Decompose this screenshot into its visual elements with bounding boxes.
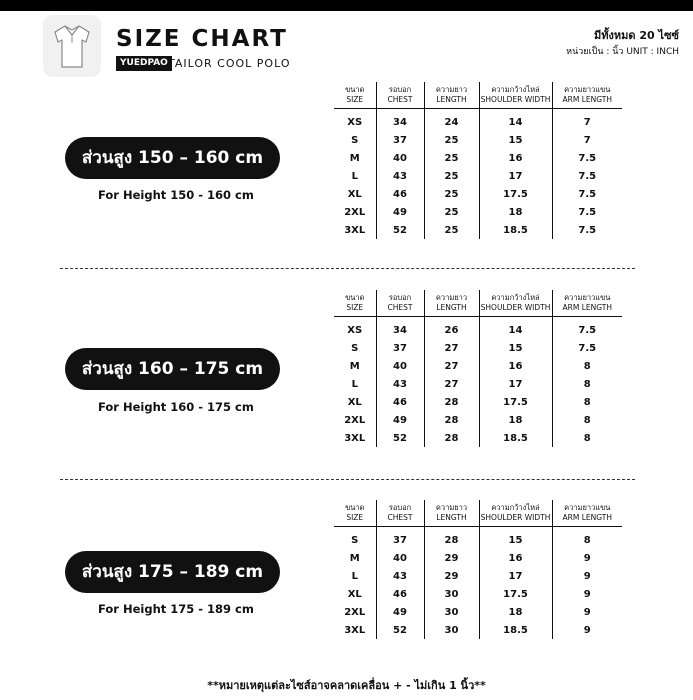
footnote: **หมายเหตุแต่ละไซส์อาจคลาดเคลื่อน + - ไม่เกิน 1 นิ้ว** [207, 679, 486, 692]
measurement-cell: 7 [552, 109, 622, 132]
table-row [334, 109, 622, 132]
size-cell: 2XL [344, 414, 366, 426]
column-header [552, 290, 622, 317]
column-header-english: SIZE [346, 513, 364, 522]
measurement-cell: 14 [479, 317, 552, 340]
table-row [334, 429, 622, 447]
size-cell: XL [347, 188, 362, 200]
column-header-english: SIZE [346, 95, 364, 104]
table-header-row [334, 82, 622, 109]
column-header-thai: ความยาว [435, 85, 468, 94]
column-header [334, 82, 376, 109]
size-cell: 2XL [344, 606, 366, 618]
section-divider [60, 268, 635, 269]
height-range-pill: ส่วนสูง 150 – 160 cm [65, 137, 280, 179]
column-header [376, 82, 424, 109]
table-row [334, 221, 622, 239]
measurement-cell: 17.5 [479, 185, 552, 203]
measurement-cell: 8 [552, 429, 622, 447]
section-divider [60, 479, 635, 480]
column-header-thai: รอบอก [388, 503, 412, 512]
size-cell: S [351, 342, 359, 354]
column-header [552, 82, 622, 109]
measurement-cell: 29 [424, 567, 479, 585]
measurement-cell: 25 [424, 185, 479, 203]
measurement-cell: 8 [552, 411, 622, 429]
measurement-cell: 17 [479, 167, 552, 185]
table-row [334, 149, 622, 167]
measurement-cell: 18 [479, 603, 552, 621]
measurement-cell: 43 [376, 375, 424, 393]
measurement-cell: 9 [552, 585, 622, 603]
measurement-cell: 37 [376, 339, 424, 357]
column-header [424, 500, 479, 527]
total-sizes-note: มีทั้งหมด 20 ไซซ์ [594, 29, 679, 42]
measurement-cell: 37 [376, 527, 424, 550]
column-header-thai: ความยาวแขน [564, 85, 611, 94]
size-cell: XL [347, 588, 362, 600]
measurement-cell: 7.5 [552, 185, 622, 203]
measurement-cell: 49 [376, 603, 424, 621]
size-cell: L [351, 570, 358, 582]
column-header-thai: รอบอก [388, 293, 412, 302]
measurement-cell: 16 [479, 549, 552, 567]
table-header-row [334, 290, 622, 317]
column-header-english: CHEST [387, 303, 413, 312]
measurement-cell: 15 [479, 339, 552, 357]
measurement-cell: 18 [479, 411, 552, 429]
page-title: SIZE CHART [116, 26, 288, 52]
measurement-cell: 9 [552, 603, 622, 621]
column-header [479, 82, 552, 109]
measurement-cell: 17 [479, 375, 552, 393]
column-header-english: LENGTH [436, 303, 467, 312]
size-cell: M [349, 360, 360, 372]
table-row [334, 411, 622, 429]
measurement-cell: 7.5 [552, 167, 622, 185]
column-header-english: SIZE [346, 303, 364, 312]
column-header [376, 290, 424, 317]
size-table [334, 290, 622, 447]
column-header [334, 290, 376, 317]
size-cell: 3XL [344, 432, 366, 444]
measurement-cell: 25 [424, 149, 479, 167]
measurement-cell: 8 [552, 393, 622, 411]
column-header-thai: ความยาว [435, 293, 468, 302]
size-cell: 2XL [344, 206, 366, 218]
unit-note: หน่วยเป็น : นิ้ว UNIT : INCH [566, 47, 679, 57]
column-header-thai: ขนาด [345, 85, 365, 94]
measurement-cell: 52 [376, 621, 424, 639]
measurement-cell: 24 [424, 109, 479, 132]
column-header-thai: ความยาว [435, 503, 468, 512]
size-cell: M [349, 552, 360, 564]
measurement-cell: 37 [376, 131, 424, 149]
measurement-cell: 8 [552, 375, 622, 393]
table-row [334, 393, 622, 411]
measurement-cell: 25 [424, 221, 479, 239]
measurement-cell: 49 [376, 411, 424, 429]
table-header-row [334, 500, 622, 527]
column-header-english: CHEST [387, 95, 413, 104]
measurement-cell: 25 [424, 203, 479, 221]
measurement-cell: 52 [376, 221, 424, 239]
measurement-cell: 9 [552, 567, 622, 585]
measurement-cell: 17.5 [479, 585, 552, 603]
column-header-english: ARM LENGTH [562, 513, 612, 522]
measurement-cell: 14 [479, 109, 552, 132]
column-header-thai: ความกว้างไหล่ [491, 293, 540, 302]
size-cell: 3XL [344, 624, 366, 636]
brand-badge: YUEDPAO [116, 56, 172, 71]
measurement-cell: 27 [424, 375, 479, 393]
measurement-cell: 40 [376, 549, 424, 567]
column-header [479, 290, 552, 317]
measurement-cell: 46 [376, 393, 424, 411]
table-row [334, 185, 622, 203]
measurement-cell: 28 [424, 429, 479, 447]
measurement-cell: 28 [424, 411, 479, 429]
height-range-caption: For Height 160 - 175 cm [98, 400, 254, 414]
table-row [334, 203, 622, 221]
measurement-cell: 46 [376, 185, 424, 203]
table-row [334, 317, 622, 340]
column-header-english: LENGTH [436, 513, 467, 522]
height-range-caption: For Height 175 - 189 cm [98, 602, 254, 616]
measurement-cell: 28 [424, 393, 479, 411]
size-cell: M [349, 152, 360, 164]
size-cell: L [351, 170, 358, 182]
measurement-cell: 18.5 [479, 621, 552, 639]
table-row [334, 167, 622, 185]
column-header-thai: ความกว้างไหล่ [491, 85, 540, 94]
measurement-cell: 52 [376, 429, 424, 447]
measurement-cell: 49 [376, 203, 424, 221]
column-header-english: LENGTH [436, 95, 467, 104]
table-row [334, 549, 622, 567]
column-header-english: ARM LENGTH [562, 303, 612, 312]
height-range-caption: For Height 150 - 160 cm [98, 188, 254, 202]
column-header [424, 82, 479, 109]
size-cell: XL [347, 396, 362, 408]
table-row [334, 585, 622, 603]
column-header-english: CHEST [387, 513, 413, 522]
column-header [424, 290, 479, 317]
measurement-cell: 8 [552, 527, 622, 550]
measurement-cell: 15 [479, 527, 552, 550]
measurement-cell: 18.5 [479, 429, 552, 447]
table-row [334, 603, 622, 621]
measurement-cell: 40 [376, 357, 424, 375]
measurement-cell: 9 [552, 549, 622, 567]
column-header-english: ARM LENGTH [562, 95, 612, 104]
measurement-cell: 17 [479, 567, 552, 585]
table-row [334, 339, 622, 357]
height-range-pill: ส่วนสูง 160 – 175 cm [65, 348, 280, 390]
table-row [334, 357, 622, 375]
product-name: TAILOR COOL POLO [168, 57, 291, 70]
size-table [334, 500, 622, 639]
measurement-cell: 27 [424, 339, 479, 357]
column-header [479, 500, 552, 527]
measurement-cell: 27 [424, 357, 479, 375]
measurement-cell: 34 [376, 317, 424, 340]
measurement-cell: 16 [479, 357, 552, 375]
measurement-cell: 15 [479, 131, 552, 149]
measurement-cell: 30 [424, 585, 479, 603]
measurement-cell: 17.5 [479, 393, 552, 411]
measurement-cell: 18 [479, 203, 552, 221]
table-row [334, 375, 622, 393]
size-cell: XS [347, 324, 363, 336]
column-header [334, 500, 376, 527]
measurement-cell: 34 [376, 109, 424, 132]
column-header-thai: ขนาด [345, 503, 365, 512]
measurement-cell: 25 [424, 167, 479, 185]
column-header [552, 500, 622, 527]
size-cell: S [351, 134, 359, 146]
column-header-thai: ขนาด [345, 293, 365, 302]
measurement-cell: 40 [376, 149, 424, 167]
measurement-cell: 30 [424, 603, 479, 621]
column-header-thai: ความยาวแขน [564, 293, 611, 302]
column-header-english: SHOULDER WIDTH [480, 513, 551, 522]
size-cell: S [351, 534, 359, 546]
size-cell: L [351, 378, 358, 390]
top-bar [0, 0, 693, 11]
polo-shirt-icon [53, 23, 91, 69]
measurement-cell: 7.5 [552, 221, 622, 239]
column-header-thai: รอบอก [388, 85, 412, 94]
column-header [376, 500, 424, 527]
measurement-cell: 16 [479, 149, 552, 167]
measurement-cell: 7.5 [552, 203, 622, 221]
measurement-cell: 25 [424, 131, 479, 149]
measurement-cell: 29 [424, 549, 479, 567]
measurement-cell: 43 [376, 567, 424, 585]
measurement-cell: 30 [424, 621, 479, 639]
column-header-thai: ความกว้างไหล่ [491, 503, 540, 512]
measurement-cell: 7.5 [552, 339, 622, 357]
measurement-cell: 18.5 [479, 221, 552, 239]
brand-logo [43, 15, 101, 77]
measurement-cell: 7.5 [552, 317, 622, 340]
measurement-cell: 26 [424, 317, 479, 340]
measurement-cell: 46 [376, 585, 424, 603]
column-header-english: SHOULDER WIDTH [480, 303, 551, 312]
size-cell: XS [347, 116, 363, 128]
table-row [334, 527, 622, 550]
size-cell: 3XL [344, 224, 366, 236]
measurement-cell: 8 [552, 357, 622, 375]
measurement-cell: 28 [424, 527, 479, 550]
table-row [334, 567, 622, 585]
size-table [334, 82, 622, 239]
table-row [334, 131, 622, 149]
column-header-thai: ความยาวแขน [564, 503, 611, 512]
measurement-cell: 7 [552, 131, 622, 149]
measurement-cell: 9 [552, 621, 622, 639]
table-row [334, 621, 622, 639]
column-header-english: SHOULDER WIDTH [480, 95, 551, 104]
measurement-cell: 43 [376, 167, 424, 185]
height-range-pill: ส่วนสูง 175 – 189 cm [65, 551, 280, 593]
measurement-cell: 7.5 [552, 149, 622, 167]
